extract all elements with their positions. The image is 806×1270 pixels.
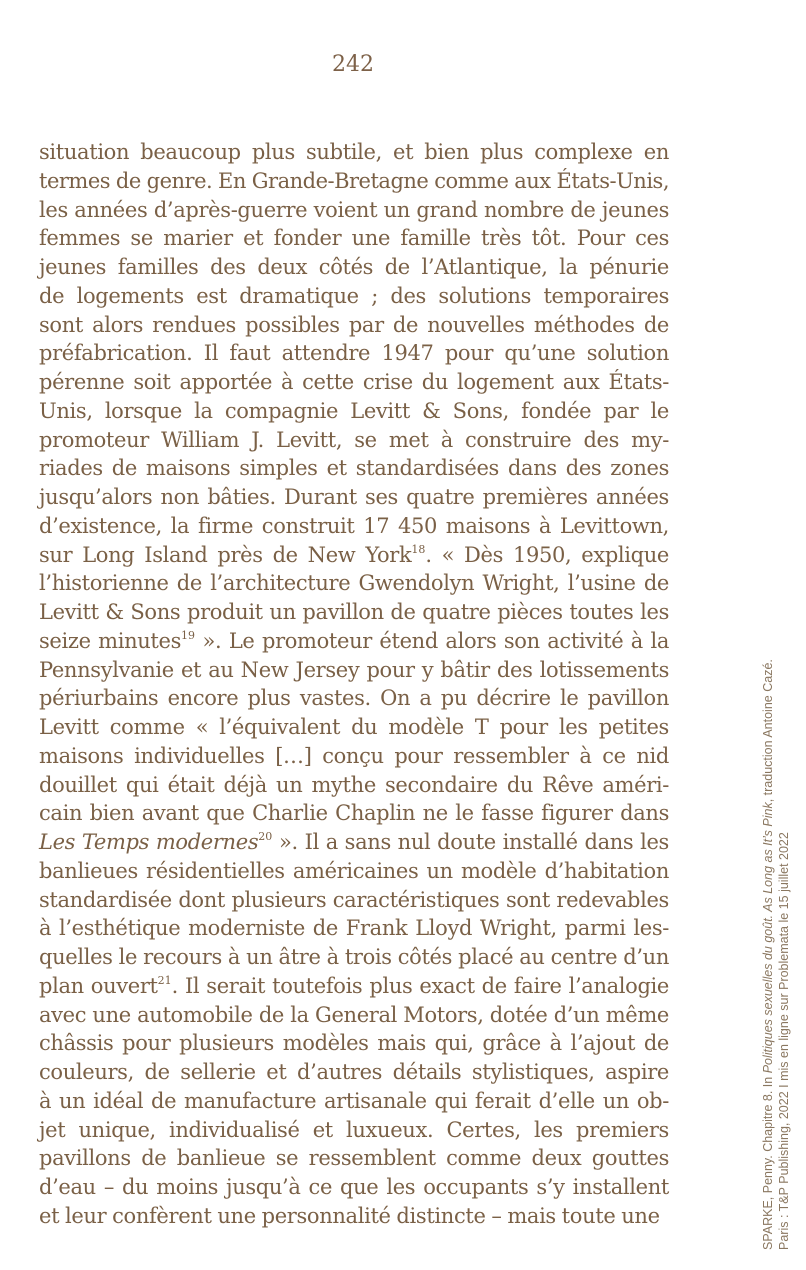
line-text: jeunes familles des deux côtés de l’Atlantique, la pénurie [39,255,669,279]
line-text: douillet qui était déjà un mythe secondaire du Rêve améri- [39,772,669,797]
text-line [39,483,669,512]
line-text: de logements est dramatique ; des solutions temporaires [39,283,669,308]
italic-title: Les Temps modernes [39,830,259,854]
text-line [39,569,669,598]
line-text: sont alors rendues possibles par de nouvelles méthodes de [39,312,669,337]
text-line [39,397,669,426]
line-text: quelles le recours à un âtre à trois côtés placé au centre d’un [39,945,669,969]
page-number: 242 [332,52,374,77]
text-line [39,224,669,253]
text-line [39,742,669,771]
text-line [39,972,669,1001]
text-line [39,914,669,943]
line-text-after: ». Il a sans nul doute installé dans les [272,830,669,854]
side-reference [760,550,792,1250]
line-text: pavillons de banlieue se ressemblent comme deux gouttes [39,1146,669,1171]
line-text: promoteur William J. Levitt, se met à construire des my- [39,427,669,452]
line-text-after: ». Le promoteur étend alors son activité à la [195,628,669,653]
line-text: à un idéal de manufacture artisanale qui ferait d’elle un ob- [39,1088,669,1113]
text-line [39,857,669,886]
line-text: l’historienne de l’architecture Gwendolyn Wright, l’usine de [39,571,669,596]
text-line [39,311,669,340]
line-text: riades de maisons simples et standardisées dans des zones [39,456,669,481]
line-text: situation beaucoup plus subtile, et bien plus complexe en [39,140,669,164]
text-line [39,943,669,972]
line-text: Pennsylvanie et au New Jersey pour y bâtir des lotissements [39,657,669,682]
line-text-after: . « Dès 1950, explique [425,542,669,567]
line-text: jusqu’alors non bâties. Durant ses quatre premières années [39,485,669,509]
side-reference-line-2: Paris : T&P Publishing, 2022 I mis en ligne sur Problemata le 15 juillet 2022 [777,832,791,1250]
line-text: d’existence, la firme construit 17 450 maisons à Levittown, [39,513,669,538]
line-text: Levitt comme « l’équivalent du modèle T pour les petites [39,715,669,739]
text-line [39,339,669,368]
line-text: jet unique, individualisé et luxueux. Certes, les premiers [39,1117,669,1142]
footnote-ref: 21 [157,973,172,987]
line-text: sur Long Island près de New York [39,542,412,567]
text-line [39,512,669,541]
text-line [39,196,669,225]
side-reference-line-1: SPARKE, Penny. Chapitre 8. In Politiques sexuelles du goût. As Long as It’s Pink, traduction Antoine Cazé. [761,659,775,1250]
text-line [39,253,669,282]
line-text: Levitt & Sons produit un pavillon de quatre pièces toutes les [39,600,669,624]
text-line [39,426,669,455]
text-line [39,1144,669,1173]
text-line [39,886,669,915]
line-text: d’eau – du moins jusqu’à ce que les occupants s’y installent [39,1175,669,1199]
text-line [39,598,669,627]
line-text: femmes se marier et fonder une famille très tôt. Pour ces [39,226,669,251]
text-line [39,1001,669,1030]
text-line [39,1173,669,1202]
text-line [39,713,669,742]
line-text: seize minutes [39,628,182,653]
line-text: préfabrication. Il faut attendre 1947 pour qu’une solution [39,341,669,366]
text-line [39,454,669,483]
line-text: cain bien avant que Charlie Chaplin ne le fasse figurer dans [39,801,669,826]
text-line [39,167,669,196]
line-text: termes de genre. En Grande-Bretagne comme aux États-Unis, [39,168,669,193]
text-line [39,282,669,311]
text-line [39,368,669,397]
text-line [39,799,669,828]
text-line [39,1087,669,1116]
text-line [39,1058,669,1087]
body-text [39,138,669,1231]
text-line [39,138,669,167]
footnote-ref: 20 [258,830,273,843]
line-text: banlieues résidentielles américaines un modèle d’habitation [39,858,669,883]
text-line [39,684,669,713]
text-line [39,656,669,685]
text-line [39,541,669,570]
line-text: Unis, lorsque la compagnie Levitt & Sons, fondée par le [39,398,669,423]
line-text: à l’esthétique moderniste de Frank Lloyd Wright, parmi les- [39,916,669,941]
text-line [39,627,669,656]
line-text: périurbains encore plus vastes. On a pu décrire le pavillon [39,686,669,711]
line-text: et leur confèrent une personnalité distincte – mais toute une [39,1203,660,1228]
footnote-ref: 18 [411,542,426,556]
line-text: maisons individuelles […] conçu pour ressembler à ce nid [39,743,669,768]
line-text: avec une automobile de la General Motors, dotée d’un même [39,1002,669,1027]
line-text: châssis pour plusieurs modèles mais qui, grâce à l’ajout de [39,1031,669,1056]
text-line [39,828,669,857]
line-text: couleurs, de sellerie et d’autres détails stylistiques, aspire [39,1060,669,1084]
text-line [39,1202,669,1231]
footnote-ref: 19 [181,628,196,642]
text-line [39,1116,669,1145]
line-text: standardisée dont plusieurs caractéristiques sont redevables [39,887,669,912]
text-line [39,771,669,800]
line-text-after: . Il serait toutefois plus exact de faire l’analogie [171,973,669,998]
line-text: pérenne soit apportée à cette crise du logement aux États- [39,370,669,394]
line-text: plan ouvert [39,973,158,998]
text-line [39,1029,669,1058]
line-text: les années d’après-guerre voient un grand nombre de jeunes [39,197,669,222]
